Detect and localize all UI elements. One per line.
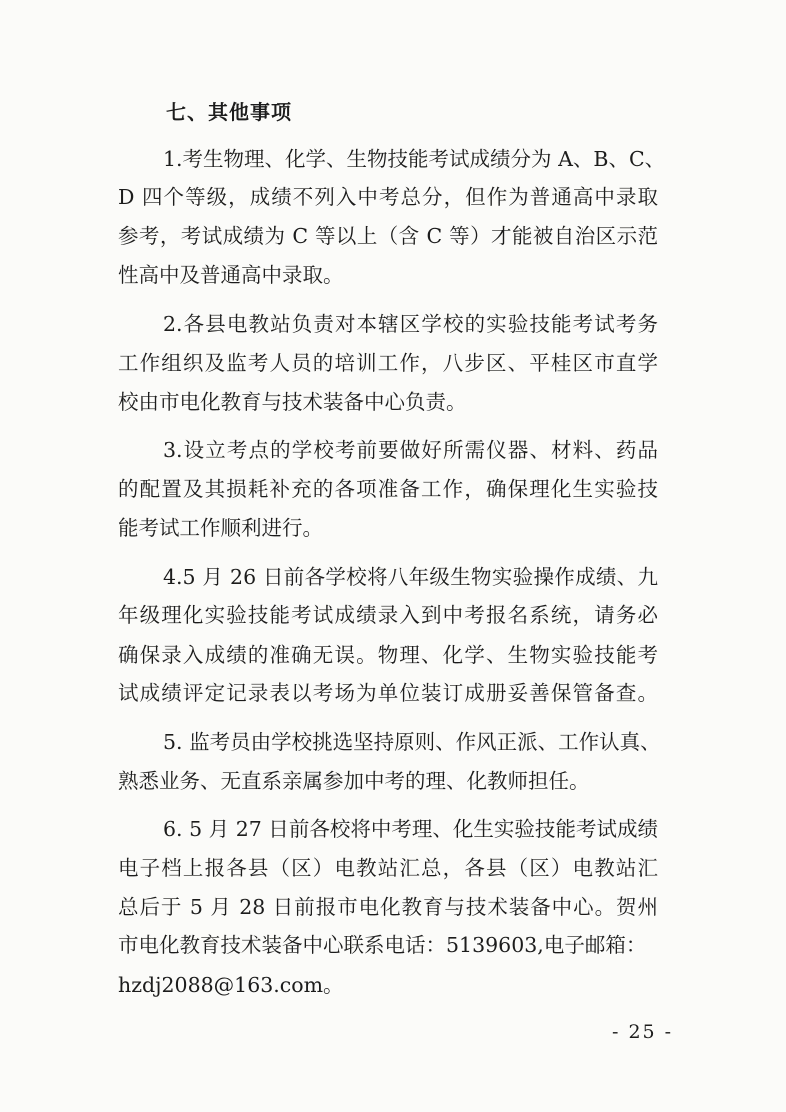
paragraph-line: 电子档上报各县（区）电教站汇总，各县（区）电教站汇 [118, 856, 658, 880]
paragraph-line: 6. 5 月 27 日前各校将中考理、化生实验技能考试成绩 [163, 817, 658, 841]
paragraph-line: 3.设立考点的学校考前要做好所需仪器、材料、药品 [163, 438, 658, 462]
paragraph-line: 校由市电化教育与技术装备中心负责。 [118, 390, 467, 414]
paragraph-line: 试成绩评定记录表以考场为单位装订成册妥善保管备查。 [118, 681, 658, 705]
paragraph-line: 参考，考试成绩为 C 等以上（含 C 等）才能被自治区示范 [118, 224, 658, 248]
paragraph-line: 能考试工作顺利进行。 [118, 516, 323, 540]
section-heading: 七、其他事项 [166, 100, 292, 124]
paragraph-line: 熟悉业务、无直系亲属参加中考的理、化教师担任。 [118, 769, 590, 793]
paragraph-line: 2.各县电教站负责对本辖区学校的实验技能考试考务 [163, 312, 658, 336]
paragraph-line: hzdj2088@163.com。 [118, 973, 344, 997]
paragraph-line: 确保录入成绩的准确无误。物理、化学、生物实验技能考 [118, 643, 658, 667]
paragraph-line: 市电化教育技术装备中心联系电话：5139603,电子邮箱： [118, 933, 647, 957]
paragraph-line: 性高中及普通高中录取。 [118, 263, 344, 287]
paragraph-line: 4.5 月 26 日前各学校将八年级生物实验操作成绩、九 [163, 565, 658, 589]
paragraph-line: 总后于 5 月 28 日前报市电化教育与技术装备中心。贺州 [118, 895, 658, 919]
page-number: - 25 - [612, 1021, 674, 1043]
paragraph-line: 的配置及其损耗补充的各项准备工作，确保理化生实验技 [118, 477, 658, 501]
paragraph-line: 5. 监考员由学校挑选坚持原则、作风正派、工作认真、 [163, 730, 661, 754]
paragraph-line: 1.考生物理、化学、生物技能考试成绩分为 A、B、C、 [163, 147, 666, 171]
paragraph-line: D 四个等级，成绩不列入中考总分，但作为普通高中录取 [118, 185, 658, 209]
paragraph-line: 年级理化实验技能考试成绩录入到中考报名系统，请务必 [118, 603, 658, 627]
paragraph-line: 工作组织及监考人员的培训工作，八步区、平桂区市直学 [118, 351, 658, 375]
